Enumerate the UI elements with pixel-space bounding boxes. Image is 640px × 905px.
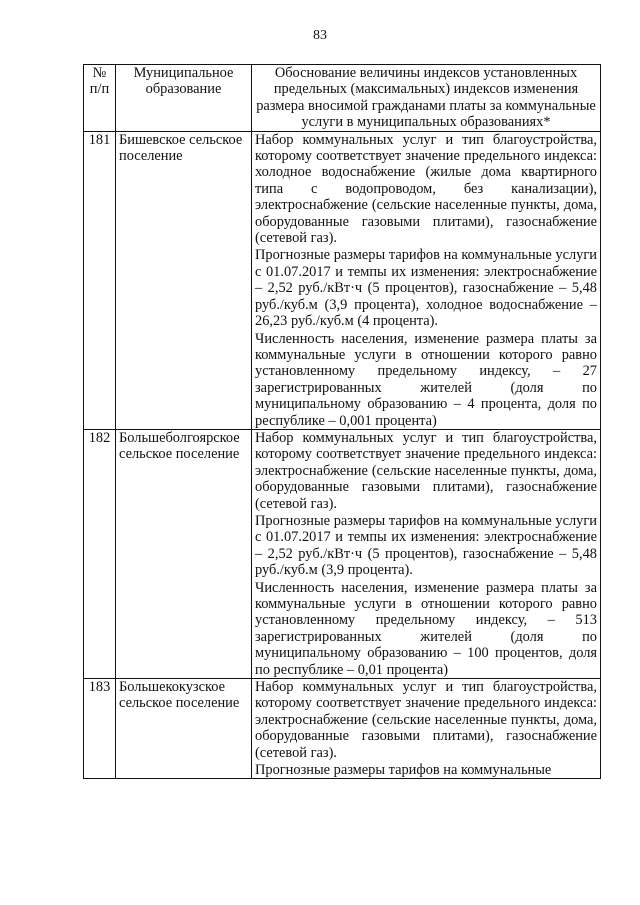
header-municipality: Муниципальное образование bbox=[116, 65, 252, 132]
municipality-name: Большеболгоярское сельское поселение bbox=[116, 429, 252, 678]
paragraph-tariffs: Прогнозные размеры тарифов на коммунальные bbox=[255, 762, 552, 779]
table-row bbox=[84, 429, 601, 678]
row-number: 181 bbox=[84, 131, 116, 429]
header-num: № п/п bbox=[84, 65, 116, 132]
table-header-row bbox=[84, 65, 601, 132]
justification-cell bbox=[252, 429, 601, 678]
paragraph-population: Численность населения, изменение размера платы за коммунальные услуги в отношении которого равно установленному предельному индексу, – 513 зарегистрированных жителей (доля по муниципальному образованию – 100 процентов, доля по республике – 0,01 процента) bbox=[255, 579, 597, 678]
paragraph-utilities: Набор коммунальных услуг и тип благоустройства, которому соответствует значение предельного индекса: электроснабжение (сельские населенные пункты, дома, оборудованные газовыми плитами), газоснабжение (сетевой газ). bbox=[255, 429, 597, 512]
header-justification: Обоснование величины индексов установленных предельных (максимальных) индексов изменения размера вносимой гражданами платы за коммунальные услуги в муниципальных образованиях* bbox=[252, 65, 601, 132]
row-number: 182 bbox=[84, 429, 116, 678]
paragraph-tariffs: Прогнозные размеры тарифов на коммунальные услуги с 01.07.2017 и темпы их изменения: электроснабжение – 2,52 руб./кВт·ч (5 процентов), газоснабжение – 5,48 руб./куб.м (3,9 процента), холодное водоснабжение – 26,23 руб./куб.м (4 процента). bbox=[255, 247, 597, 330]
justification-cell bbox=[252, 131, 601, 429]
municipality-name: Бишевское сельское поселение bbox=[116, 131, 252, 429]
table-row bbox=[84, 131, 601, 429]
tariff-table bbox=[83, 64, 601, 779]
paragraph-tariffs: Прогнозные размеры тарифов на коммунальные услуги с 01.07.2017 и темпы их изменения: электроснабжение – 2,52 руб./кВт·ч (5 процентов), газоснабжение – 5,48 руб./куб.м (3,9 процента). bbox=[255, 512, 597, 579]
paragraph-population: Численность населения, изменение размера платы за коммунальные услуги в отношении которого равно установленному предельному индексу, – 27 зарегистрированных жителей (доля по муниципальному образованию – 4 процента, доля по республике – 0,001 процента) bbox=[255, 330, 597, 429]
page-number: 83 bbox=[313, 28, 327, 43]
paragraph-utilities: Набор коммунальных услуг и тип благоустройства, которому соответствует значение предельного индекса: холодное водоснабжение (жилые дома квартирного типа с водопроводом, без канализации), электроснабжение (сельские населенные пункты, дома, оборудованные газовыми плитами), газоснабжение (сетевой газ). bbox=[255, 131, 597, 247]
municipality-name: Большекокузское сельское поселение bbox=[116, 679, 252, 779]
row-number: 183 bbox=[84, 679, 116, 779]
table-row bbox=[84, 679, 601, 779]
paragraph-utilities: Набор коммунальных услуг и тип благоустройства, которому соответствует значение предельного индекса: электроснабжение (сельские населенные пункты, дома, оборудованные газовыми плитами), газоснабжение (сетевой газ). bbox=[255, 679, 597, 761]
justification-cell bbox=[252, 679, 601, 779]
